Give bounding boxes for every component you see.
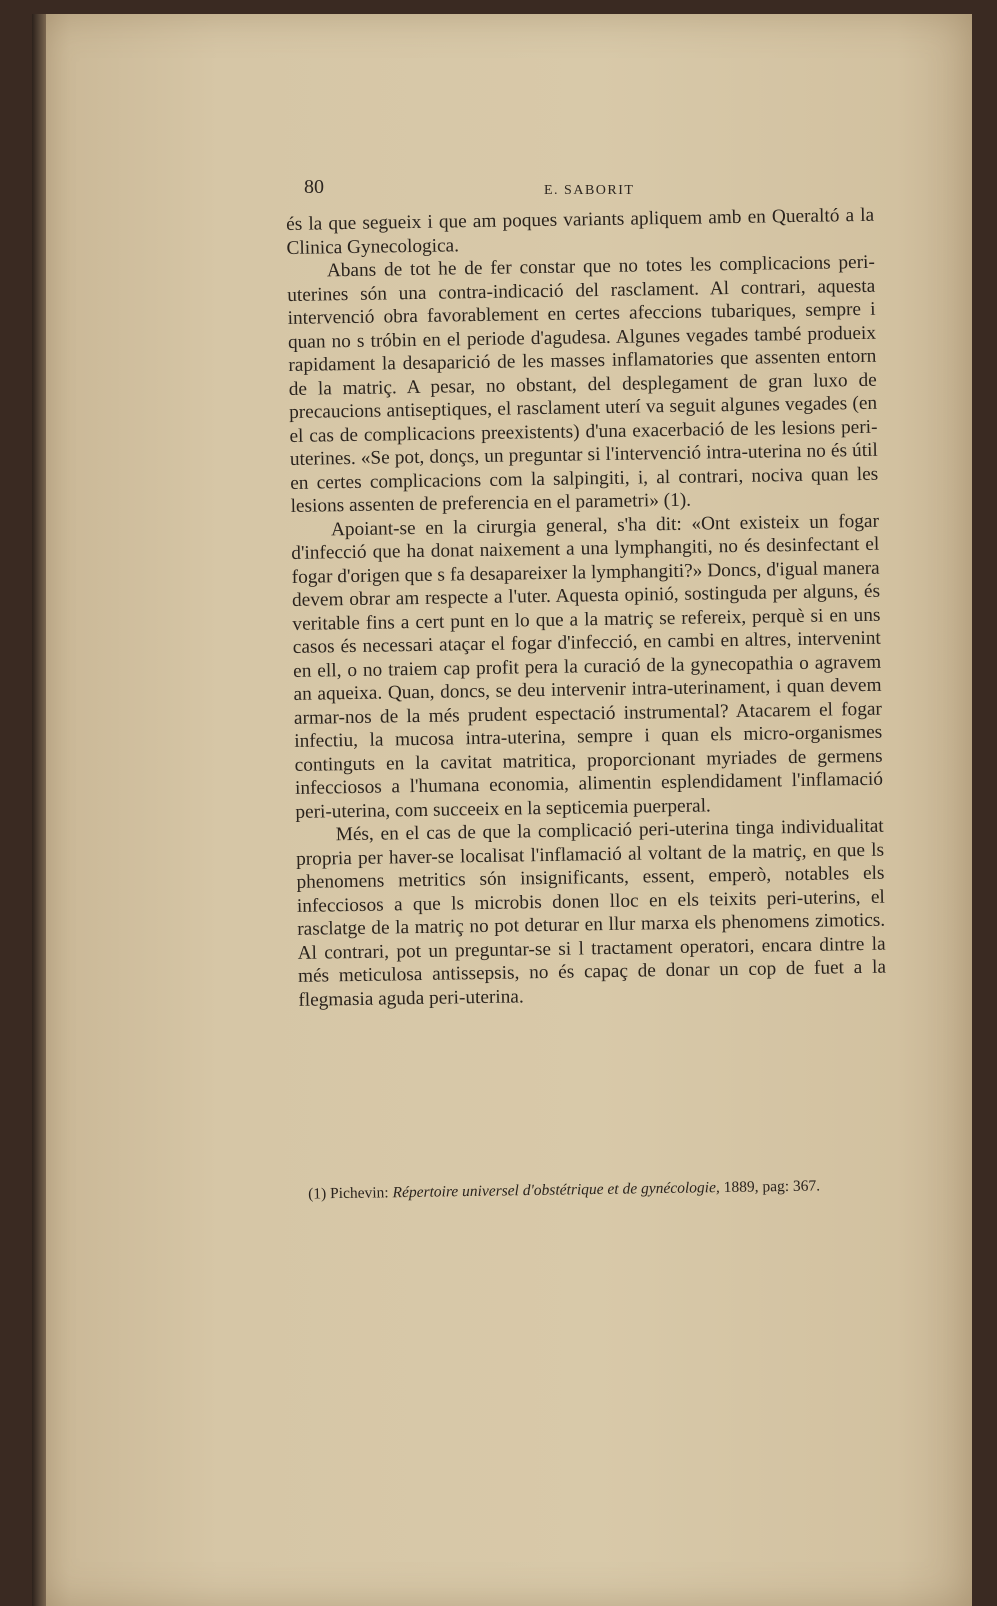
page-number: 80 (304, 176, 324, 198)
paragraph: Més, en el cas de que la complicació peri-uterina tinga individualitat propria per haver-se localisat l'inflamació al voltant de la matriç, en que ls phenomens metritics són insignificants, essent, emperò, notables els infecciosos a que ls microbis donen lloc en els teixits peri-uterins, el rasclatge de la matriç no pot deturar en llur marxa els phenomens zimotics. Al contrari, pot un preguntar-se si l tractament operatori, encara dintre la més meticulosa antissepsis, no és capaç de donar un cop de fuet a la flegmasia aguda peri-uterina. (295, 815, 887, 1011)
paragraph: és la que segueix i que am poques variants apliquem amb en Queraltó a la Clinica Gynecologica. (286, 204, 875, 259)
footnote-title: Répertoire universel d'obstétrique et de gynécologie, (392, 1179, 720, 1202)
page-header (304, 166, 904, 206)
page-spine-edge (32, 14, 46, 1606)
paragraph: Abans de tot he de fer constar que no totes les complicacions peri-uterines són una contra-indicació del rasclament. Al contrari, aquesta intervenció obra favorablement en certes afeccions tubariques, sempre i quan no s tróbin en el periode d'agudesa. Algunes vegades també produeix rapidament la desaparició de les masses inflamatories que assenten entorn de la matriç. A pesar, no obstant, del desplegament de gran luxo de precaucions antiseptiques, el rasclament uterí va seguit algunes vegades (en el cas de complicacions preexistents) d'una exacerbació de les lesions peri-uterines. «Se pot, donçs, un preguntar si l'intervenció intra-uterina no és útil en certes complicacions com la salpingiti, i, al contrari, nociva quan les lesions assenten de preferencia en el parametri» (1). (287, 251, 879, 517)
body-text (286, 204, 886, 1012)
footnote-marker: (1) (308, 1185, 327, 1203)
running-head: E. SABORIT (544, 183, 635, 198)
footnote-author: Pichevin: (329, 1184, 389, 1203)
footnote-rest: 1889, pag: 367. (723, 1177, 821, 1196)
paragraph: Apoiant-se en la cirurgia general, s'ha dit: «Ont existeix un fogar d'infecció que ha donat naixement a una lymphangiti, no és desinfectant el fogar d'origen que s fa desapareixer la lymphangiti?» Doncs, d'igual manera devem obrar am respecte a l'uter. Aquesta opinió, sostinguda per alguns, és veritable fins a cert punt en lo que a la matriç se refereix, perquè si en uns casos és necessari ataçar el fogar d'infecció, en cambi en altres, intervenint en ell, o no traiem cap profit pera la curació de la gynecopathia o agravem an aqueixa. Quan, doncs, se deu intervenir intra-uterinament, i quan devem armar-nos de la més prudent espectació instrumental? Atacarem el fogar infectiu, la mucosa intra-uterina, sempre i quan els micro-organismes continguts en la cavitat matritica, proporcionant myriades de germens infecciosos a l'humana economia, alimentin esplendidament l'inflamació peri-uterina, com succeeix en la septicemia puerperal. (291, 510, 884, 823)
